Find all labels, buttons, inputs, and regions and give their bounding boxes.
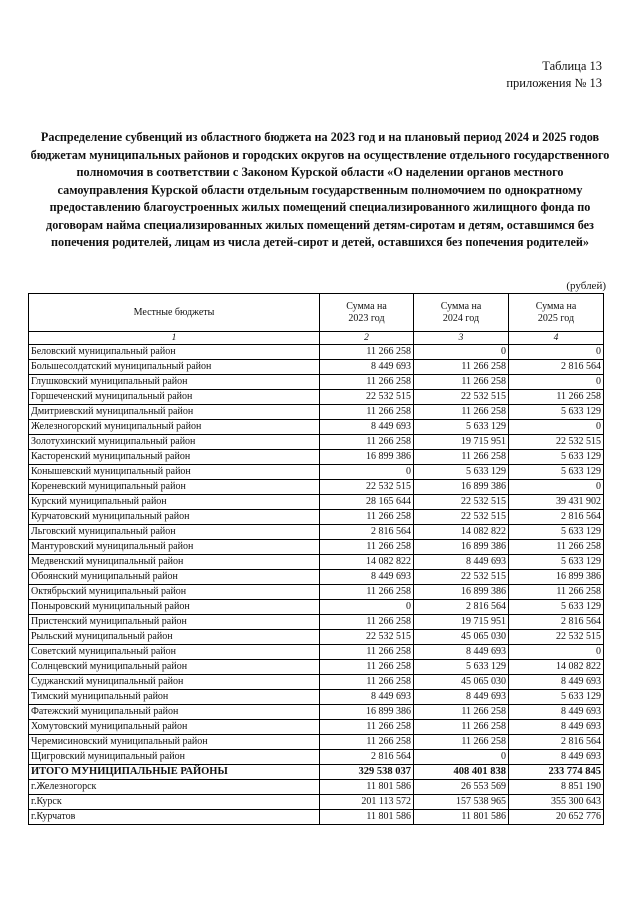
- cell-amount-2024: 22 532 515: [414, 390, 509, 405]
- cell-amount-2024: 11 266 258: [414, 450, 509, 465]
- table-row: [29, 465, 604, 480]
- cell-amount-2024: 19 715 951: [414, 435, 509, 450]
- cell-amount-2025: 2 816 564: [509, 510, 604, 525]
- cell-budget-name: Октябрьский муниципальный район: [29, 585, 320, 600]
- cell-amount-2023: 11 266 258: [320, 510, 414, 525]
- column-number: 4: [509, 332, 604, 345]
- cell-amount-2024: 0: [414, 750, 509, 765]
- cell-budget-name: Фатежский муниципальный район: [29, 705, 320, 720]
- cell-amount-2025: 11 266 258: [509, 585, 604, 600]
- cell-amount-2024: 19 715 951: [414, 615, 509, 630]
- table-row: [29, 705, 604, 720]
- cell-amount-2024: 11 801 586: [414, 810, 509, 825]
- cell-budget-name: Большесолдатский муниципальный район: [29, 360, 320, 375]
- table-ref-label: Таблица 13: [542, 59, 602, 73]
- cell-budget-name: Поныровский муниципальный район: [29, 600, 320, 615]
- cell-amount-2023: 11 266 258: [320, 345, 414, 360]
- table-row: [29, 780, 604, 795]
- header-2024-label: Сумма на 2024 год: [440, 300, 482, 324]
- table-row: [29, 405, 604, 420]
- table-row: [29, 345, 604, 360]
- header-2025: [509, 294, 604, 332]
- cell-amount-2025: 5 633 129: [509, 525, 604, 540]
- table-row: [29, 795, 604, 810]
- cell-amount-2025: 2 816 564: [509, 735, 604, 750]
- table-row: [29, 675, 604, 690]
- cell-amount-2024: 11 266 258: [414, 720, 509, 735]
- cell-amount-2024: 11 266 258: [414, 360, 509, 375]
- cell-budget-name: Касторенский муниципальный район: [29, 450, 320, 465]
- table-row: [29, 450, 604, 465]
- table-row: [29, 630, 604, 645]
- cell-budget-name: Рыльский муниципальный район: [29, 630, 320, 645]
- header-budgets: Местные бюджеты: [29, 294, 320, 332]
- appendix-ref-label: приложения № 13: [506, 76, 602, 90]
- header-2023-label: Сумма на 2023 год: [346, 300, 387, 324]
- cell-amount-2025: 0: [509, 480, 604, 495]
- cell-amount-2024: 11 266 258: [414, 735, 509, 750]
- cell-amount-2024: 22 532 515: [414, 495, 509, 510]
- cell-amount-2023: 11 266 258: [320, 720, 414, 735]
- table-body: [29, 294, 604, 825]
- cell-amount-2025: 5 633 129: [509, 405, 604, 420]
- cell-amount-2025: 8 449 693: [509, 750, 604, 765]
- table-row: [29, 360, 604, 375]
- table-row: [29, 720, 604, 735]
- cell-budget-name: Кореневский муниципальный район: [29, 480, 320, 495]
- header-2023: [320, 294, 414, 332]
- cell-amount-2025: 5 633 129: [509, 690, 604, 705]
- cell-budget-name: Солнцевский муниципальный район: [29, 660, 320, 675]
- cell-budget-name: Щигровский муниципальный район: [29, 750, 320, 765]
- cell-amount-2025: 14 082 822: [509, 660, 604, 675]
- cell-amount-2025: 22 532 515: [509, 435, 604, 450]
- cell-amount-2025: 2 816 564: [509, 360, 604, 375]
- cell-budget-name: Тимский муниципальный район: [29, 690, 320, 705]
- total-row: [29, 765, 604, 780]
- cell-amount-2023: 11 266 258: [320, 375, 414, 390]
- cell-amount-2025: 2 816 564: [509, 615, 604, 630]
- column-number-row: [29, 332, 604, 345]
- cell-amount-2023: 11 266 258: [320, 645, 414, 660]
- cell-budget-name: ИТОГО МУНИЦИПАЛЬНЫЕ РАЙОНЫ: [29, 765, 320, 780]
- cell-amount-2025: 5 633 129: [509, 450, 604, 465]
- cell-amount-2025: 11 266 258: [509, 390, 604, 405]
- cell-budget-name: Золотухинский муниципальный район: [29, 435, 320, 450]
- cell-amount-2023: 22 532 515: [320, 390, 414, 405]
- table-row: [29, 390, 604, 405]
- cell-amount-2023: 329 538 037: [320, 765, 414, 780]
- cell-amount-2024: 22 532 515: [414, 570, 509, 585]
- table-reference: [506, 58, 602, 92]
- document-title: Распределение субвенций из областного бюджета на 2023 год и на плановый период 2024 и 2025 годов бюджетам муниципальных районов и городских округов на осуществление отдельного государственного полномочия в соответствии с Законом Курской области «О наделении органов местного самоуправления Курской области отдельным государственным полномочием по однократному предоставлению благоустроенных жилых помещений специализированного жилищного фонда по договорам найма специализированных жилых помещений детям-сиротам и детям, оставшимся без попечения родителей, лицам из числа детей-сирот и детей, оставшихся без попечения родителей»: [30, 130, 610, 249]
- cell-amount-2023: 11 266 258: [320, 435, 414, 450]
- cell-amount-2025: 5 633 129: [509, 465, 604, 480]
- cell-amount-2023: 2 816 564: [320, 750, 414, 765]
- cell-amount-2024: 5 633 129: [414, 660, 509, 675]
- table-row: [29, 540, 604, 555]
- cell-amount-2024: 8 449 693: [414, 645, 509, 660]
- cell-amount-2023: 11 266 258: [320, 405, 414, 420]
- cell-budget-name: Льговский муниципальный район: [29, 525, 320, 540]
- table-row: [29, 510, 604, 525]
- table-row: [29, 480, 604, 495]
- cell-amount-2023: 16 899 386: [320, 450, 414, 465]
- cell-amount-2023: 0: [320, 600, 414, 615]
- column-number: 1: [29, 332, 320, 345]
- cell-budget-name: Дмитриевский муниципальный район: [29, 405, 320, 420]
- cell-budget-name: Черемисиновский муниципальный район: [29, 735, 320, 750]
- cell-budget-name: Медвенский муниципальный район: [29, 555, 320, 570]
- cell-amount-2023: 14 082 822: [320, 555, 414, 570]
- cell-amount-2023: 11 266 258: [320, 675, 414, 690]
- cell-amount-2025: 5 633 129: [509, 600, 604, 615]
- cell-amount-2023: 11 266 258: [320, 660, 414, 675]
- subvention-table: [28, 293, 604, 825]
- table-row: [29, 615, 604, 630]
- cell-budget-name: Глушковский муниципальный район: [29, 375, 320, 390]
- cell-amount-2024: 14 082 822: [414, 525, 509, 540]
- cell-amount-2024: 5 633 129: [414, 420, 509, 435]
- cell-amount-2024: 2 816 564: [414, 600, 509, 615]
- header-2024: [414, 294, 509, 332]
- cell-amount-2024: 408 401 838: [414, 765, 509, 780]
- cell-amount-2025: 8 449 693: [509, 705, 604, 720]
- cell-amount-2025: 8 449 693: [509, 675, 604, 690]
- header-row: [29, 294, 604, 332]
- cell-amount-2024: 45 065 030: [414, 630, 509, 645]
- cell-amount-2024: 0: [414, 345, 509, 360]
- cell-amount-2023: 22 532 515: [320, 480, 414, 495]
- cell-budget-name: Пристенский муниципальный район: [29, 615, 320, 630]
- cell-amount-2024: 45 065 030: [414, 675, 509, 690]
- cell-amount-2025: 0: [509, 375, 604, 390]
- table-row: [29, 600, 604, 615]
- cell-amount-2025: 8 851 190: [509, 780, 604, 795]
- table-row: [29, 585, 604, 600]
- cell-amount-2023: 8 449 693: [320, 690, 414, 705]
- cell-amount-2025: 5 633 129: [509, 555, 604, 570]
- cell-amount-2025: 0: [509, 420, 604, 435]
- cell-amount-2025: 39 431 902: [509, 495, 604, 510]
- cell-amount-2025: 8 449 693: [509, 720, 604, 735]
- table-row: [29, 375, 604, 390]
- cell-budget-name: Суджанский муниципальный район: [29, 675, 320, 690]
- cell-amount-2023: 11 266 258: [320, 540, 414, 555]
- cell-amount-2023: 2 816 564: [320, 525, 414, 540]
- cell-budget-name: г.Курск: [29, 795, 320, 810]
- cell-budget-name: Беловский муниципальный район: [29, 345, 320, 360]
- cell-amount-2025: 233 774 845: [509, 765, 604, 780]
- cell-budget-name: Мантуровский муниципальный район: [29, 540, 320, 555]
- cell-amount-2023: 11 801 586: [320, 810, 414, 825]
- cell-amount-2024: 11 266 258: [414, 705, 509, 720]
- table-row: [29, 525, 604, 540]
- table-row: [29, 495, 604, 510]
- cell-amount-2023: 8 449 693: [320, 360, 414, 375]
- cell-amount-2024: 11 266 258: [414, 405, 509, 420]
- cell-amount-2023: 28 165 644: [320, 495, 414, 510]
- cell-amount-2024: 11 266 258: [414, 375, 509, 390]
- cell-budget-name: Советский муниципальный район: [29, 645, 320, 660]
- cell-amount-2025: 355 300 643: [509, 795, 604, 810]
- cell-amount-2025: 11 266 258: [509, 540, 604, 555]
- cell-amount-2024: 8 449 693: [414, 555, 509, 570]
- cell-budget-name: Железногорский муниципальный район: [29, 420, 320, 435]
- cell-amount-2025: 16 899 386: [509, 570, 604, 585]
- cell-amount-2024: 22 532 515: [414, 510, 509, 525]
- table-row: [29, 420, 604, 435]
- cell-amount-2024: 16 899 386: [414, 585, 509, 600]
- cell-amount-2024: 26 553 569: [414, 780, 509, 795]
- cell-budget-name: Конышевский муниципальный район: [29, 465, 320, 480]
- cell-amount-2023: 16 899 386: [320, 705, 414, 720]
- cell-amount-2025: 20 652 776: [509, 810, 604, 825]
- column-number: 3: [414, 332, 509, 345]
- cell-amount-2023: 0: [320, 465, 414, 480]
- table-row: [29, 690, 604, 705]
- table-row: [29, 810, 604, 825]
- table-row: [29, 660, 604, 675]
- header-2025-label: Сумма на 2025 год: [535, 300, 577, 324]
- cell-budget-name: г.Железногорск: [29, 780, 320, 795]
- cell-budget-name: Обоянский муниципальный район: [29, 570, 320, 585]
- cell-budget-name: Курчатовский муниципальный район: [29, 510, 320, 525]
- table-row: [29, 570, 604, 585]
- cell-amount-2023: 8 449 693: [320, 420, 414, 435]
- cell-amount-2023: 8 449 693: [320, 570, 414, 585]
- cell-amount-2024: 16 899 386: [414, 480, 509, 495]
- cell-amount-2023: 11 266 258: [320, 585, 414, 600]
- cell-amount-2025: 22 532 515: [509, 630, 604, 645]
- cell-amount-2025: 0: [509, 645, 604, 660]
- table-row: [29, 555, 604, 570]
- cell-amount-2024: 157 538 965: [414, 795, 509, 810]
- cell-budget-name: Хомутовский муниципальный район: [29, 720, 320, 735]
- cell-amount-2023: 11 801 586: [320, 780, 414, 795]
- table-row: [29, 645, 604, 660]
- table-row: [29, 735, 604, 750]
- cell-amount-2024: 16 899 386: [414, 540, 509, 555]
- column-number: 2: [320, 332, 414, 345]
- cell-amount-2024: 5 633 129: [414, 465, 509, 480]
- cell-amount-2023: 11 266 258: [320, 615, 414, 630]
- cell-amount-2023: 201 113 572: [320, 795, 414, 810]
- cell-budget-name: Курский муниципальный район: [29, 495, 320, 510]
- cell-amount-2024: 8 449 693: [414, 690, 509, 705]
- unit-label: (рублей): [566, 280, 606, 292]
- cell-budget-name: г.Курчатов: [29, 810, 320, 825]
- cell-amount-2023: 22 532 515: [320, 630, 414, 645]
- cell-amount-2025: 0: [509, 345, 604, 360]
- cell-amount-2023: 11 266 258: [320, 735, 414, 750]
- cell-budget-name: Горшеченский муниципальный район: [29, 390, 320, 405]
- table-row: [29, 435, 604, 450]
- table-row: [29, 750, 604, 765]
